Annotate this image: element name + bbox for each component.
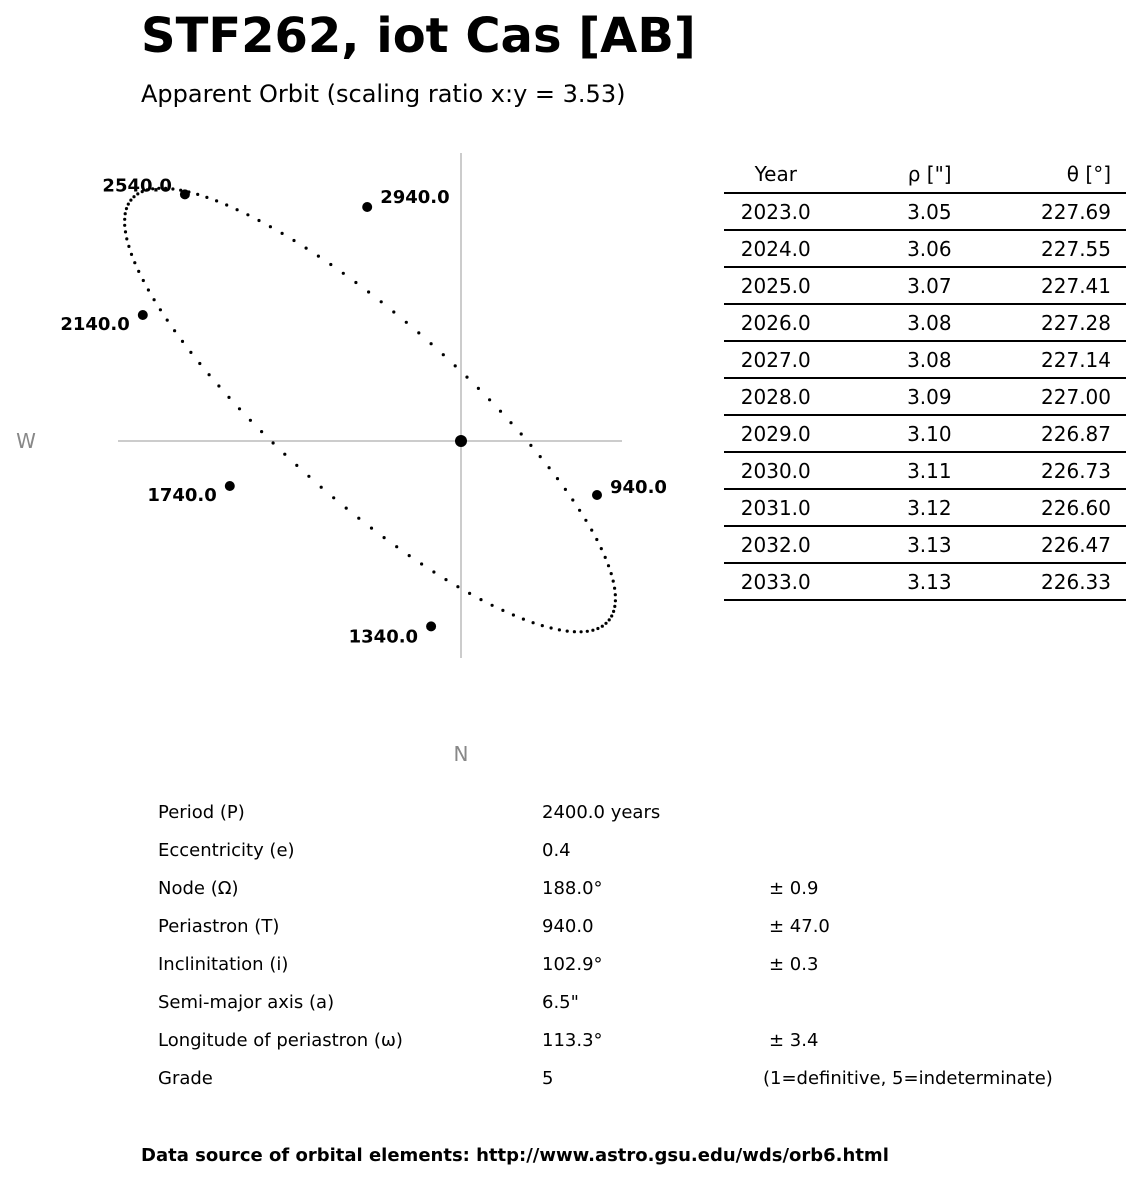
cell-rho: 3.08	[828, 341, 952, 378]
orbit-dot	[269, 225, 272, 228]
orbit-dot	[604, 622, 607, 625]
orbit-dot	[444, 578, 447, 581]
element-label-semi-major-axis: Semi-major axis (a)	[158, 992, 335, 1013]
cell-year: 2033.0	[724, 563, 828, 600]
cell-rho: 3.13	[828, 526, 952, 563]
orbit-dot	[558, 628, 561, 631]
epoch-point	[592, 490, 602, 500]
orbit-dot	[257, 219, 260, 222]
orbit-dot	[260, 430, 263, 433]
epoch-label: 1740.0	[147, 485, 217, 506]
orbit-dot	[612, 610, 615, 613]
orbit-dot	[123, 218, 126, 221]
cell-year: 2028.0	[724, 378, 828, 415]
orbit-dot	[283, 453, 286, 456]
orbit-dot	[198, 362, 201, 365]
element-label-grade: Grade	[158, 1068, 213, 1089]
element-value-eccentricity: 0.4	[542, 840, 571, 861]
epoch-point	[362, 202, 372, 212]
element-value-periastron: 940.0	[542, 916, 594, 937]
orbit-dot	[613, 587, 616, 590]
orbit-dot	[509, 421, 512, 424]
orbit-dot	[566, 630, 569, 633]
orbit-dot	[320, 486, 323, 489]
orbit-dot	[578, 509, 581, 512]
epoch-label: 940.0	[610, 477, 667, 498]
orbit-dot	[564, 488, 567, 491]
orbit-dot	[417, 331, 420, 334]
element-error-longitude-periastron: ± 3.4	[769, 1030, 819, 1051]
element-error-periastron: ± 47.0	[769, 916, 830, 937]
orbit-dot	[408, 554, 411, 557]
orbit-dot	[215, 199, 218, 202]
table-row	[724, 415, 1126, 452]
orbit-dot	[571, 498, 574, 501]
cell-year: 2023.0	[724, 193, 828, 230]
orbit-dot	[614, 593, 617, 596]
orbit-dots	[123, 187, 617, 634]
ephemeris-table	[724, 156, 1126, 601]
orbit-dot	[532, 621, 535, 624]
cell-year: 2026.0	[724, 304, 828, 341]
data-source-note: Data source of orbital elements: http://www.astro.gsu.edu/wds/orb6.html	[141, 1145, 889, 1166]
orbit-dot	[465, 376, 468, 379]
cell-theta: 227.28	[952, 304, 1126, 341]
orbit-dot	[292, 239, 295, 242]
cell-year: 2031.0	[724, 489, 828, 526]
orbit-dot	[147, 288, 150, 291]
orbit-dot	[130, 253, 133, 256]
orbit-dot	[614, 599, 617, 602]
orbit-dot	[317, 255, 320, 258]
north-label: N	[453, 742, 469, 766]
cell-year: 2027.0	[724, 341, 828, 378]
orbit-dot	[137, 270, 140, 273]
cell-year: 2024.0	[724, 230, 828, 267]
element-label-inclination: Inclinitation (i)	[158, 954, 289, 975]
primary-star	[455, 435, 467, 447]
orbit-dot	[584, 519, 587, 522]
cell-theta: 226.60	[952, 489, 1126, 526]
orbit-dot	[238, 407, 241, 410]
orbit-dot	[442, 353, 445, 356]
cell-year: 2025.0	[724, 267, 828, 304]
table-row	[724, 193, 1126, 230]
orbit-dot	[586, 630, 589, 633]
cell-rho: 3.08	[828, 304, 952, 341]
orbit-dot	[395, 545, 398, 548]
element-note-grade: (1=definitive, 5=indeterminate)	[763, 1068, 1053, 1089]
element-label-node: Node (Ω)	[158, 878, 239, 899]
west-label: W	[16, 429, 36, 453]
orbit-dot	[548, 466, 551, 469]
epoch-point	[138, 310, 148, 320]
cell-theta: 227.55	[952, 230, 1126, 267]
orbit-dot	[272, 441, 275, 444]
epoch-label: 2940.0	[380, 187, 450, 208]
epoch-marks	[60, 175, 667, 647]
cell-theta: 227.00	[952, 378, 1126, 415]
orbit-dot	[613, 605, 616, 608]
orbit-dot	[432, 570, 435, 573]
orbit-dot	[556, 477, 559, 480]
orbit-dot	[520, 432, 523, 435]
orbit-dot	[166, 319, 169, 322]
orbit-dot	[173, 329, 176, 332]
orbit-dot	[357, 517, 360, 520]
chart-title: STF262, iot Cas [AB]	[141, 8, 696, 64]
orbit-dot	[354, 281, 357, 284]
orbit-dot	[225, 203, 228, 206]
element-label-period: Period (P)	[158, 802, 245, 823]
orbit-dot	[501, 609, 504, 612]
orbit-dot	[125, 207, 128, 210]
orbit-dot	[477, 387, 480, 390]
cell-theta: 227.14	[952, 341, 1126, 378]
cell-rho: 3.11	[828, 452, 952, 489]
orbit-dot	[142, 279, 145, 282]
epoch-label: 1340.0	[348, 626, 419, 648]
element-error-node: ± 0.9	[769, 878, 819, 899]
orbit-dot	[529, 444, 532, 447]
element-value-period: 2400.0 years	[542, 802, 661, 823]
cell-theta: 227.41	[952, 267, 1126, 304]
orbit-dot	[295, 464, 298, 467]
orbit-dot	[367, 290, 370, 293]
orbit-dot	[383, 536, 386, 539]
orbit-dot	[600, 547, 603, 550]
element-label-eccentricity: Eccentricity (e)	[158, 840, 295, 861]
element-value-inclination: 102.9°	[542, 954, 603, 975]
orbit-dot	[181, 340, 184, 343]
orbit-dot	[608, 618, 611, 621]
epoch-point	[225, 481, 235, 491]
cell-theta: 226.33	[952, 563, 1126, 600]
orbit-dot	[610, 572, 613, 575]
orbit-dot	[127, 245, 130, 248]
cell-theta: 227.69	[952, 193, 1126, 230]
epoch-point	[180, 189, 190, 199]
orbit-dot	[604, 556, 607, 559]
cell-rho: 3.06	[828, 230, 952, 267]
header-year: Year	[724, 156, 828, 193]
orbit-dot	[580, 630, 583, 633]
orbit-dot	[468, 592, 471, 595]
orbit-dot	[370, 527, 373, 530]
orbit-dot	[539, 455, 542, 458]
orbit-dot	[392, 310, 395, 313]
element-label-longitude-periastron: Longitude of periastron (ω)	[158, 1030, 403, 1051]
cell-rho: 3.10	[828, 415, 952, 452]
chart-subtitle: Apparent Orbit (scaling ratio x:y = 3.53)	[141, 80, 626, 108]
element-label-periastron: Periastron (T)	[158, 916, 280, 937]
orbit-dot	[227, 396, 230, 399]
orbit-dot	[405, 321, 408, 324]
table-row	[724, 378, 1126, 415]
orbit-dot	[590, 529, 593, 532]
table-row	[724, 267, 1126, 304]
orbit-dot	[133, 261, 136, 264]
orbit-dot	[601, 625, 604, 628]
orbit-plot	[0, 140, 700, 780]
element-value-node: 188.0°	[542, 878, 603, 899]
table-row	[724, 526, 1126, 563]
orbit-dot	[196, 193, 199, 196]
orbit-dot	[573, 630, 576, 633]
orbit-dot	[420, 562, 423, 565]
orbit-dot	[342, 272, 345, 275]
orbit-dot	[430, 342, 433, 345]
orbit-dot	[124, 212, 127, 215]
orbit-dot	[332, 496, 335, 499]
orbit-dot	[380, 300, 383, 303]
orbit-dot	[159, 308, 162, 311]
orbit-dot	[479, 598, 482, 601]
cell-rho: 3.07	[828, 267, 952, 304]
orbit-dot	[488, 398, 491, 401]
orbit-dot	[541, 624, 544, 627]
orbit-dot	[491, 604, 494, 607]
table-row	[724, 230, 1126, 267]
cell-theta: 226.73	[952, 452, 1126, 489]
orbit-dot	[329, 263, 332, 266]
orbit-dot	[595, 538, 598, 541]
orbit-dot	[127, 203, 130, 206]
epoch-point	[426, 621, 436, 631]
orbit-dot	[236, 208, 239, 211]
table-row	[724, 563, 1126, 600]
orbit-dot	[189, 351, 192, 354]
orbit-dot	[550, 626, 553, 629]
element-value-semi-major-axis: 6.5"	[542, 992, 579, 1013]
element-value-grade: 5	[542, 1068, 554, 1089]
epoch-label: 2140.0	[60, 314, 130, 335]
table-row	[724, 304, 1126, 341]
header-theta: θ [°]	[952, 156, 1126, 193]
cell-rho: 3.09	[828, 378, 952, 415]
orbit-dot	[456, 585, 459, 588]
orbit-dot	[153, 298, 156, 301]
cell-rho: 3.05	[828, 193, 952, 230]
orbit-dot	[305, 247, 308, 250]
orbit-dot	[125, 237, 128, 240]
orbit-dot	[307, 475, 310, 478]
orbit-dot	[610, 614, 613, 617]
orbit-dot	[454, 364, 457, 367]
orbit-dot	[129, 199, 132, 202]
element-error-inclination: ± 0.3	[769, 954, 819, 975]
cell-year: 2029.0	[724, 415, 828, 452]
cell-rho: 3.13	[828, 563, 952, 600]
orbit-dot	[123, 224, 126, 227]
orbit-dot	[591, 629, 594, 632]
orbit-dot	[217, 384, 220, 387]
orbit-dot	[208, 373, 211, 376]
epoch-label: 2540.0	[102, 175, 172, 197]
table-header-row	[724, 156, 1126, 193]
table-row	[724, 489, 1126, 526]
cell-theta: 226.87	[952, 415, 1126, 452]
orbit-dot	[522, 618, 525, 621]
orbit-dot	[124, 230, 127, 233]
orbit-dot	[512, 613, 515, 616]
orbit-dot	[499, 410, 502, 413]
orbit-dot	[281, 232, 284, 235]
cell-year: 2030.0	[724, 452, 828, 489]
orbit-dot	[249, 419, 252, 422]
orbit-dot	[246, 213, 249, 216]
table-row	[724, 341, 1126, 378]
cell-year: 2032.0	[724, 526, 828, 563]
orbit-dot	[612, 580, 615, 583]
header-rho: ρ ["]	[828, 156, 952, 193]
orbit-dot	[596, 627, 599, 630]
orbit-dot	[607, 564, 610, 567]
table-row	[724, 452, 1126, 489]
element-value-longitude-periastron: 113.3°	[542, 1030, 603, 1051]
orbit-dot	[205, 196, 208, 199]
cell-rho: 3.12	[828, 489, 952, 526]
orbit-dot	[345, 507, 348, 510]
cell-theta: 226.47	[952, 526, 1126, 563]
